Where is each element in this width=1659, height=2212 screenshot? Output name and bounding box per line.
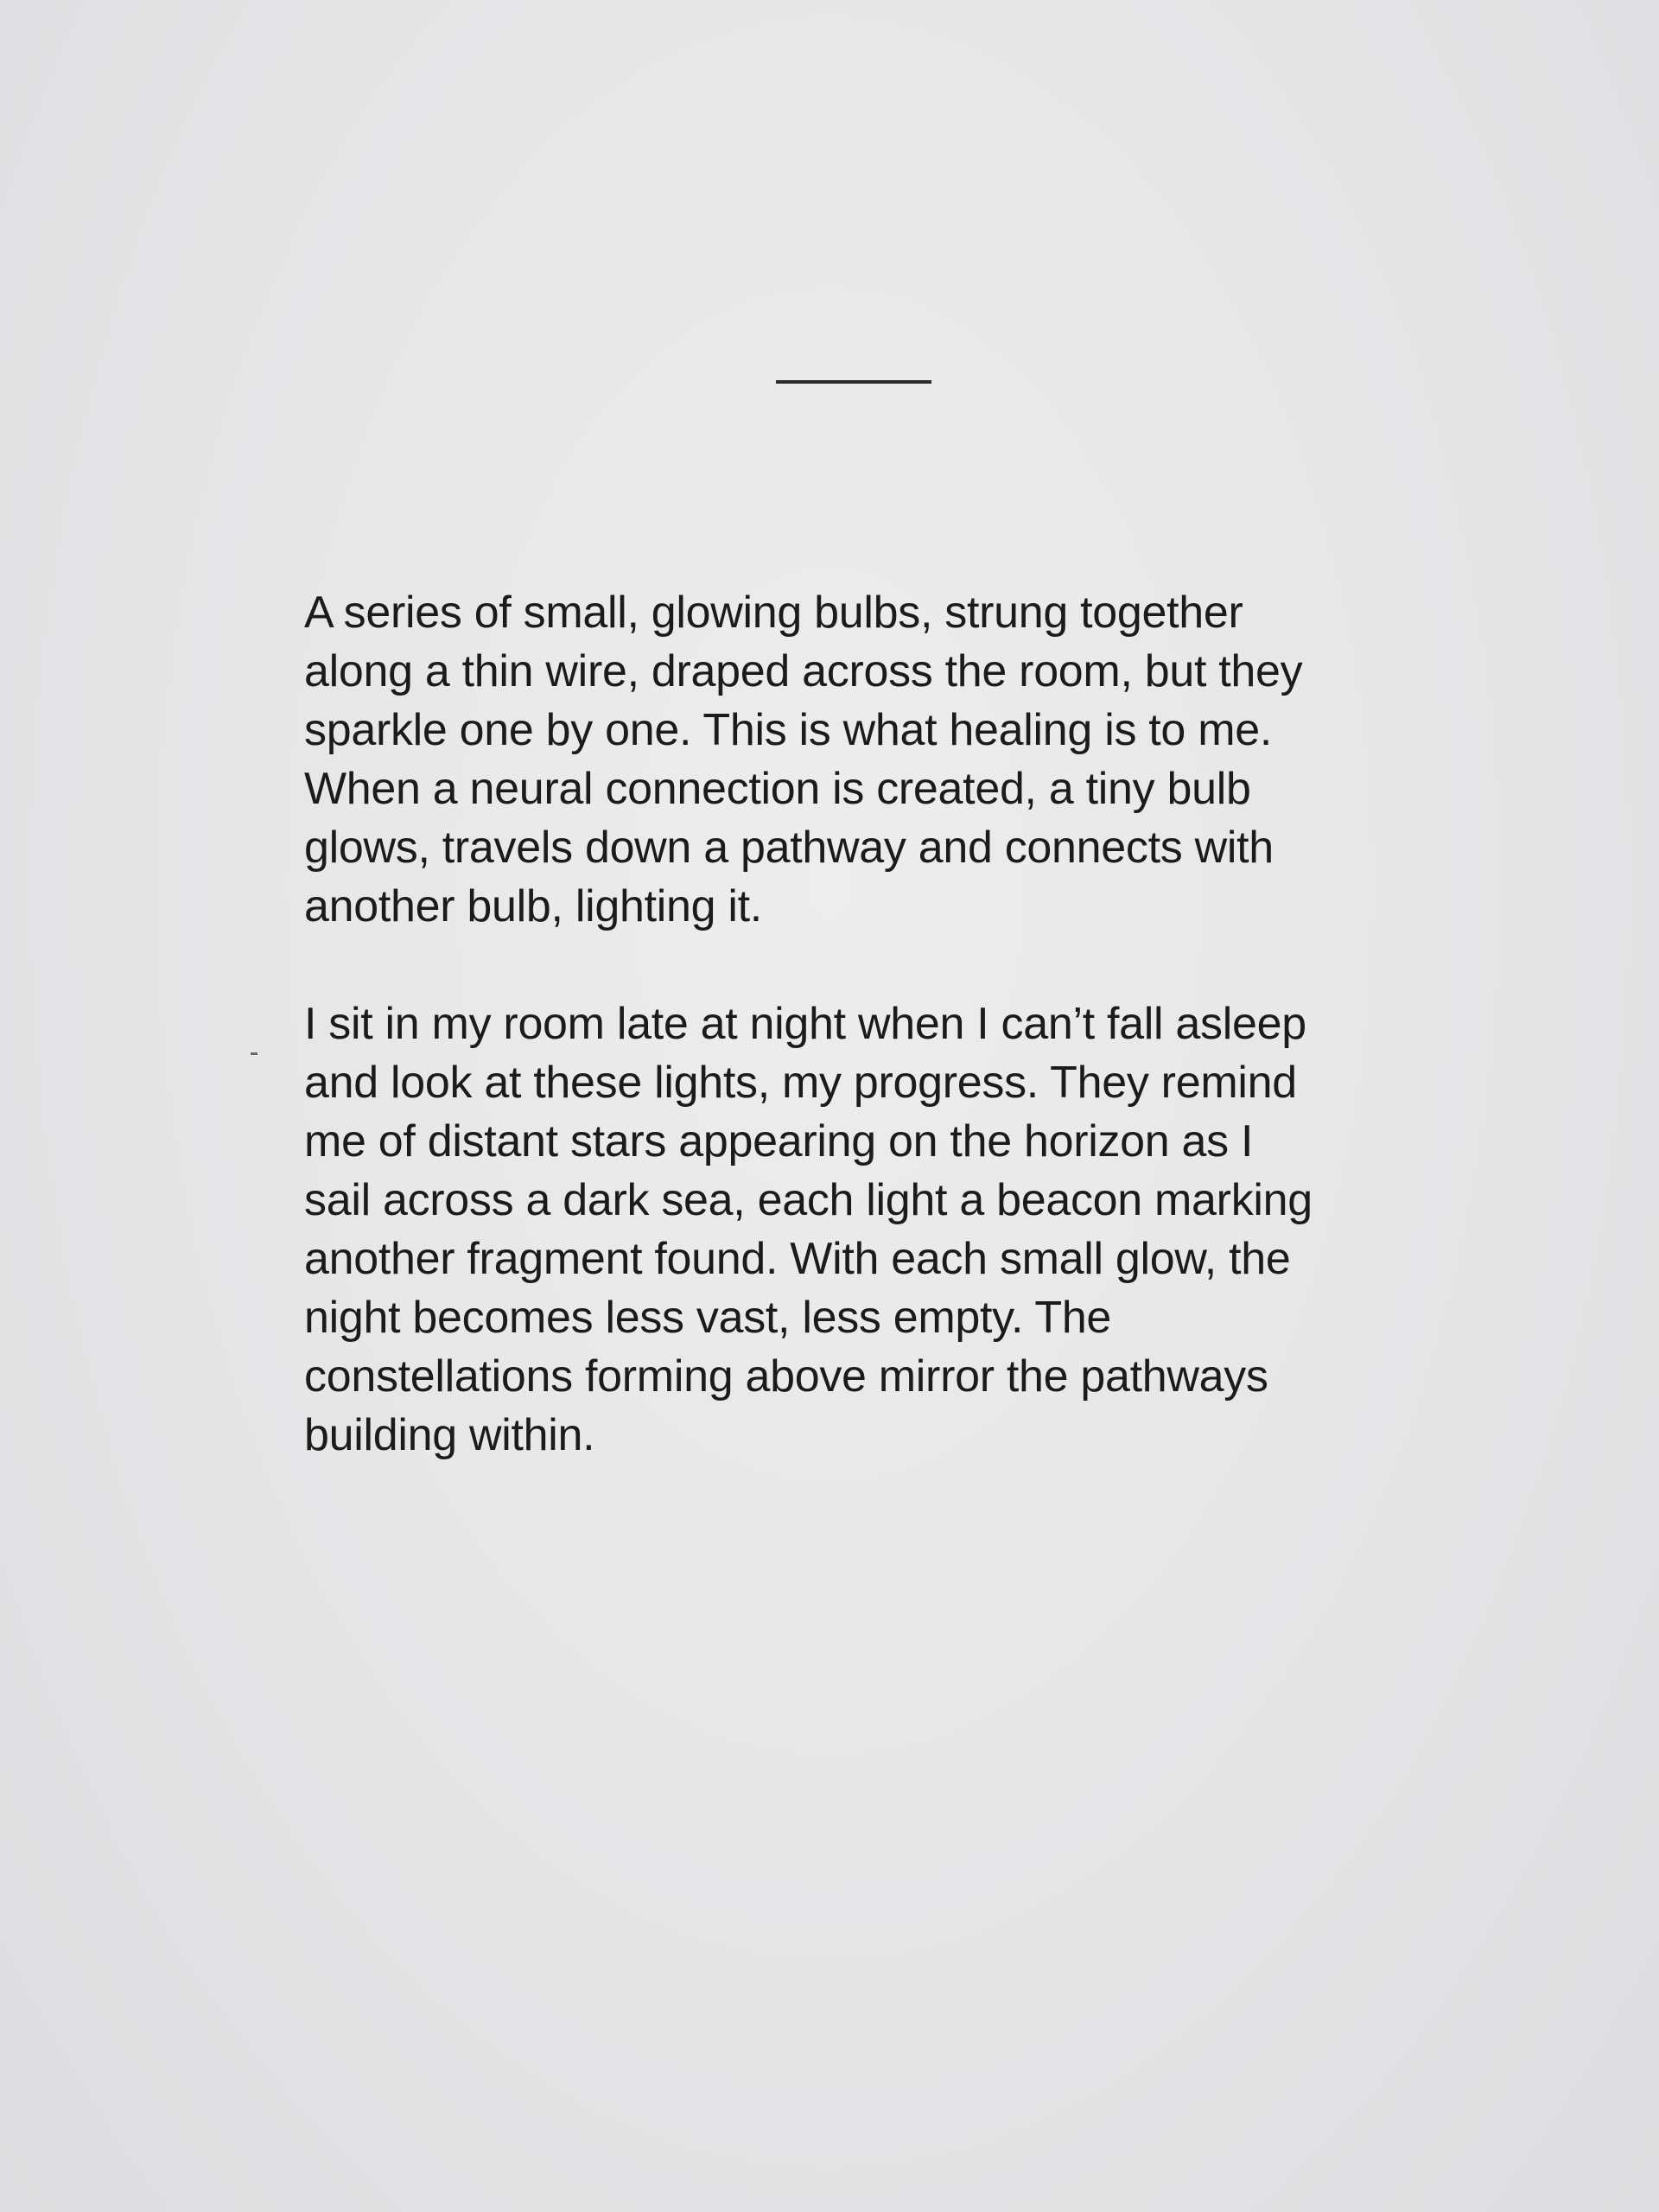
text-line: sparkle one by one. This is what healing is to me. bbox=[304, 705, 1272, 755]
text-line: A series of small, glowing bulbs, strung together bbox=[304, 588, 1243, 638]
paragraph-1 bbox=[304, 583, 1462, 936]
text-line: constellations forming above mirror the pathways bbox=[304, 1351, 1268, 1402]
body-text bbox=[304, 583, 1462, 1523]
text-line: me of distant stars appearing on the horizon as I bbox=[304, 1116, 1254, 1166]
text-line: night becomes less vast, less empty. The bbox=[304, 1293, 1112, 1343]
text-line: glows, travels down a pathway and connects with bbox=[304, 823, 1274, 873]
paragraph-2 bbox=[304, 995, 1462, 1465]
text-line: sail across a dark sea, each light a beacon marking bbox=[304, 1175, 1313, 1225]
text-line: another bulb, lighting it. bbox=[304, 881, 762, 931]
text-line: building within. bbox=[304, 1410, 595, 1460]
text-line: When a neural connection is created, a tiny bulb bbox=[304, 764, 1251, 814]
section-divider-rule bbox=[776, 380, 931, 384]
text-line: another fragment found. With each small glow, the bbox=[304, 1234, 1291, 1284]
margin-mark bbox=[251, 1052, 257, 1055]
text-line: along a thin wire, draped across the room, but they bbox=[304, 646, 1303, 696]
text-line: I sit in my room late at night when I can’t fall asleep bbox=[304, 999, 1306, 1049]
text-line: and look at these lights, my progress. They remind bbox=[304, 1058, 1297, 1108]
